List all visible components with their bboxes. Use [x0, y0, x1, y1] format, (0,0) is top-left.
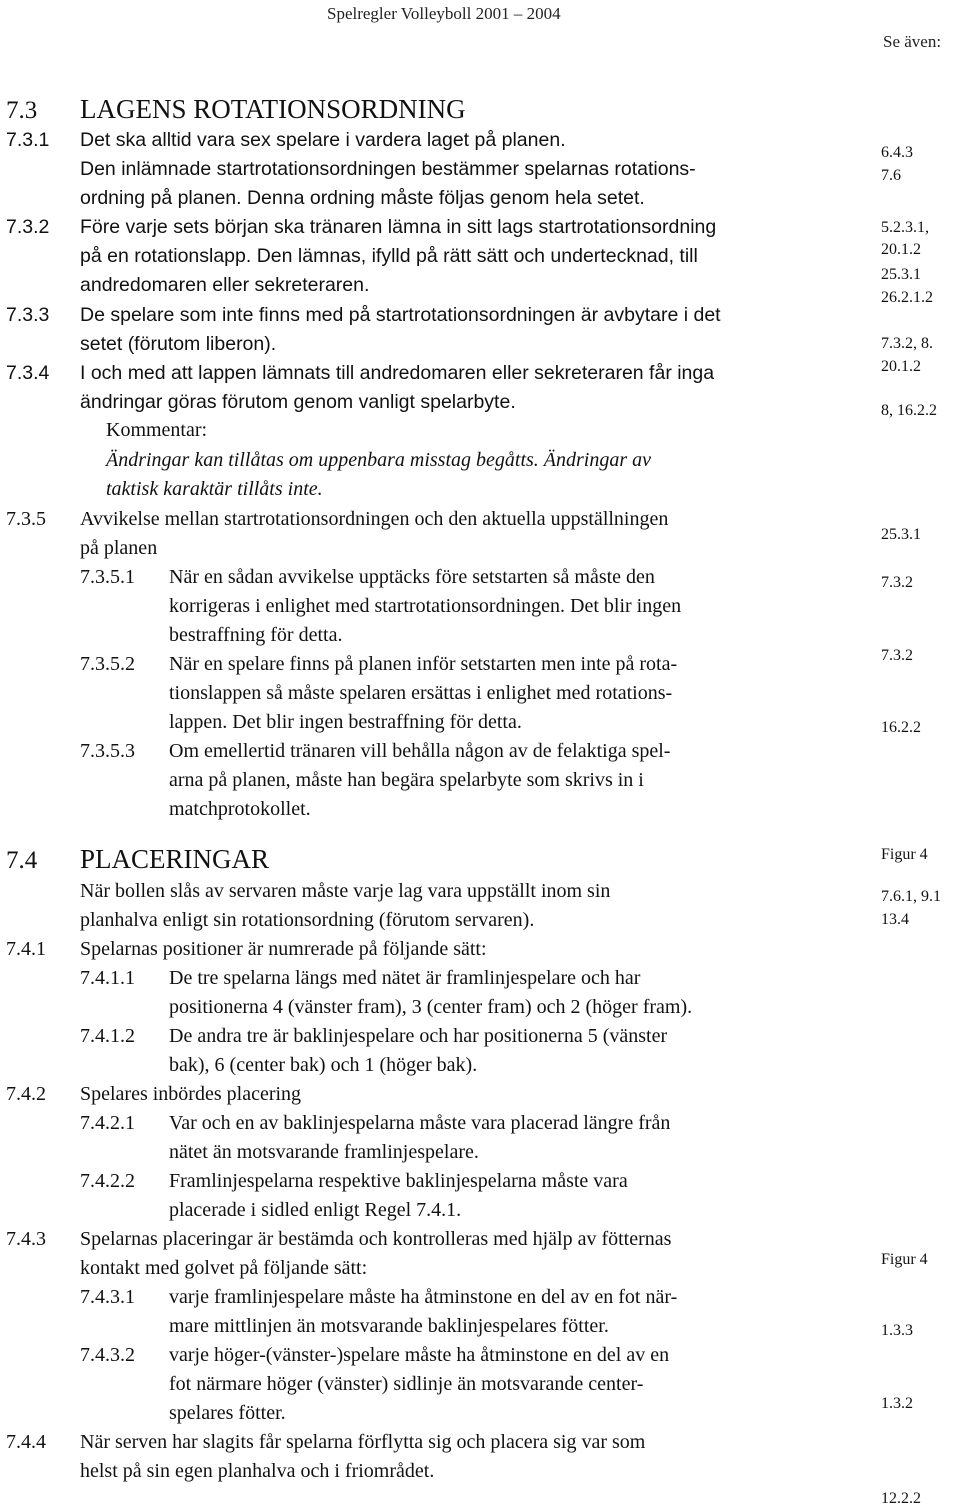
rule-number: 7.3.5 [6, 508, 46, 530]
margin-reference: 7.6 [881, 167, 901, 184]
section-heading: LAGENS ROTATIONSORDNING [80, 94, 466, 124]
rule-text-line: setet (förutom liberon). [80, 333, 277, 355]
margin-reference: 16.2.2 [881, 719, 921, 736]
rule-text-line: varje höger-(vänster-)spelare måste ha åtminstone en del av en [169, 1344, 670, 1366]
margin-reference: 12.2.2 [881, 1490, 921, 1507]
margin-reference: 8, 16.2.2 [881, 402, 937, 419]
rule-text-line: arna på planen, måste han begära spelarbyte som skrivs in i [169, 769, 644, 791]
rule-text-line: matchprotokollet. [169, 798, 311, 820]
margin-reference: 7.3.2 [881, 574, 913, 591]
rule-text-line: nätet än motsvarande framlinjespelare. [169, 1141, 479, 1163]
rule-text-line: positionerna 4 (vänster fram), 3 (center fram) och 2 (höger fram). [169, 996, 693, 1018]
rule-number: 7.3.3 [6, 304, 50, 326]
subrule-number: 7.3.5.2 [80, 653, 135, 675]
margin-reference: 7.3.2, 8. [881, 335, 933, 352]
document-header-title: Spelregler Volleyboll 2001 – 2004 [327, 4, 561, 23]
intro-text-line: När bollen slås av servaren måste varje lag vara uppställt inom sin [80, 880, 611, 902]
margin-reference: 13.4 [881, 911, 909, 928]
margin-reference: 25.3.1 [881, 526, 921, 543]
margin-reference: 7.3.2 [881, 647, 913, 664]
rule-text-line: Var och en av baklinjespelarna måste vara placerad längre från [169, 1112, 671, 1134]
rule-text-line: Avvikelse mellan startrotationsordningen och den aktuella uppställningen [80, 508, 669, 530]
rule-text-line: fot närmare höger (vänster) sidlinje än motsvarande center- [169, 1373, 644, 1395]
subrule-number: 7.4.2.1 [80, 1112, 135, 1134]
rule-text-line: Spelarnas positioner är numrerade på följande sätt: [80, 938, 487, 960]
rule-text-line: bak), 6 (center bak) och 1 (höger bak). [169, 1054, 478, 1076]
rule-text-line: placerade i sidled enligt Regel 7.4.1. [169, 1199, 462, 1221]
rule-text-line: spelares fötter. [169, 1402, 286, 1424]
rule-text-line: De spelare som inte finns med på startrotationsordningen är avbytare i det [80, 304, 721, 326]
margin-reference: 20.1.2 [881, 241, 921, 258]
rule-text-line: på planen [80, 537, 158, 559]
rule-text-line: Framlinjespelarna respektive baklinjespelarna måste vara [169, 1170, 628, 1192]
rule-text-line: bestraffning för detta. [169, 624, 343, 646]
rule-text-line: ordning på planen. Denna ordning måste följas genom hela setet. [80, 187, 645, 209]
intro-text-line: planhalva enligt sin rotationsordning (förutom servaren). [80, 909, 535, 931]
rule-text-line: De andra tre är baklinjespelare och har positionerna 5 (vänster [169, 1025, 668, 1047]
rule-text-line: Det ska alltid vara sex spelare i vardera laget på planen. [80, 129, 566, 151]
subrule-number: 7.3.5.3 [80, 740, 135, 762]
subrule-number: 7.4.1.1 [80, 967, 135, 989]
rule-text-line: I och med att lappen lämnats till andredomaren eller sekreteraren får inga [80, 362, 715, 384]
rule-text-line: När en sådan avvikelse upptäcks före setstarten så måste den [169, 566, 655, 588]
rule-text-line: tionslappen så måste spelaren ersättas i enlighet med rotations- [169, 682, 673, 704]
rule-text-line: De tre spelarna längs med nätet är framlinjespelare och har [169, 967, 641, 989]
margin-reference: 25.3.1 [881, 266, 921, 283]
rule-text-line: korrigeras i enlighet med startrotationsordningen. Det blir ingen [169, 595, 682, 617]
margin-reference: 7.6.1, 9.1 [881, 888, 941, 905]
subrule-number: 7.3.5.1 [80, 566, 135, 588]
rule-number: 7.4.4 [6, 1431, 46, 1453]
rule-text-line: mare mittlinjen än motsvarande baklinjespelares fötter. [169, 1315, 609, 1337]
subrule-number: 7.4.3.2 [80, 1344, 135, 1366]
section-heading: PLACERINGAR [80, 844, 270, 874]
subrule-number: 7.4.3.1 [80, 1286, 135, 1308]
margin-reference: Figur 4 [881, 846, 928, 863]
rule-text-line: ändringar göras förutom genom vanligt spelarbyte. [80, 391, 516, 413]
rule-number: 7.4.2 [6, 1083, 46, 1105]
rule-text-line: När en spelare finns på planen inför setstarten men inte på rota- [169, 653, 678, 675]
margin-reference: 1.3.2 [881, 1395, 913, 1412]
rule-text-line: lappen. Det blir ingen bestraffning för detta. [169, 711, 522, 733]
rule-number: 7.4.1 [6, 938, 46, 960]
rule-text-line: på en rotationslapp. Den lämnas, ifylld på rätt sätt och undertecknad, till [80, 245, 698, 267]
rule-number: 7.3.2 [6, 216, 50, 238]
subrule-number: 7.4.2.2 [80, 1170, 135, 1192]
rule-text-line: Den inlämnade startrotationsordningen bestämmer spelarnas rotations- [80, 158, 696, 180]
rule-text-line: Spelares inbördes placering [80, 1083, 302, 1105]
section-number: 7.4 [6, 847, 38, 874]
see-also-label: Se även: [883, 32, 942, 51]
rule-number: 7.4.3 [6, 1228, 46, 1250]
margin-reference: Figur 4 [881, 1251, 928, 1268]
margin-reference: 5.2.3.1, [881, 219, 929, 236]
rule-text-line: Före varje sets början ska tränaren lämna in sitt lags startrotationsordning [80, 216, 717, 238]
rule-text-line: andredomaren eller sekreteraren. [80, 274, 370, 296]
rule-text-line: När serven har slagits får spelarna förflytta sig och placera sig var som [80, 1431, 646, 1453]
rule-text-line: Om emellertid tränaren vill behålla någon av de felaktiga spel- [169, 740, 671, 762]
rule-text-line: kontakt med golvet på följande sätt: [80, 1257, 368, 1279]
section-number: 7.3 [6, 97, 38, 124]
margin-reference: 1.3.3 [881, 1322, 913, 1339]
rule-number: 7.3.4 [6, 362, 50, 384]
margin-reference: 6.4.3 [881, 144, 913, 161]
rule-text-line: varje framlinjespelare måste ha åtminstone en del av en fot när- [169, 1286, 678, 1308]
rule-text-line: Spelarnas placeringar är bestämda och kontrolleras med hjälp av fötternas [80, 1228, 672, 1250]
margin-reference: 26.2.1.2 [881, 289, 933, 306]
rule-text-line: helst på sin egen planhalva och i friområdet. [80, 1460, 435, 1482]
comment-text-line: taktisk karaktär tillåts inte. [106, 478, 323, 500]
margin-reference: 20.1.2 [881, 358, 921, 375]
comment-text-line: Ändringar kan tillåtas om uppenbara misstag begåtts. Ändringar av [106, 449, 651, 471]
subrule-number: 7.4.1.2 [80, 1025, 135, 1047]
comment-label: Kommentar: [106, 419, 208, 441]
rule-number: 7.3.1 [6, 129, 50, 151]
